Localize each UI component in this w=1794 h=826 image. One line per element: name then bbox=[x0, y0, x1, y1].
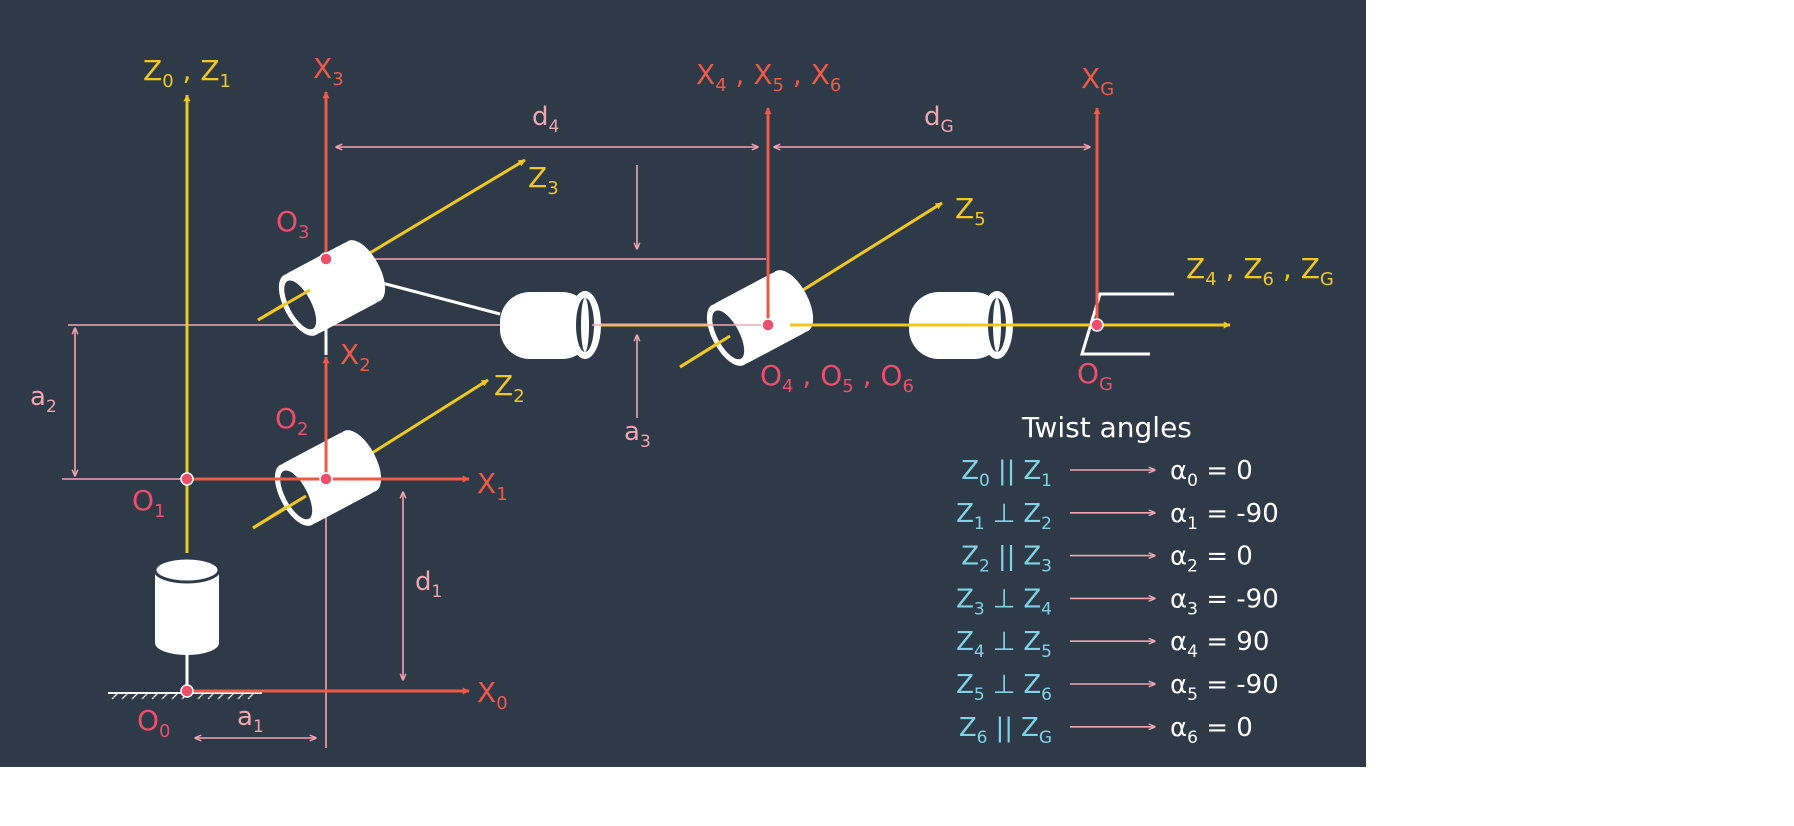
origin-point-o4-o5-o6 bbox=[762, 319, 774, 331]
origin-point-o1 bbox=[181, 473, 193, 485]
label-o1: $O_1$ bbox=[132, 484, 166, 522]
twist-row-alpha: $\alpha_2 = 0$ bbox=[1170, 541, 1253, 577]
label-z2: $Z_2$ bbox=[494, 369, 525, 407]
label-d4: $d_4$ bbox=[532, 102, 560, 137]
twist-row-alpha: $\alpha_6 = 0$ bbox=[1170, 712, 1253, 748]
label-a1: $a_1$ bbox=[237, 702, 264, 737]
joint-4 bbox=[500, 291, 601, 359]
label-o2: $O_2$ bbox=[275, 402, 309, 440]
twist-row-alpha: $\alpha_4 = 90$ bbox=[1170, 627, 1270, 663]
twist-row-relation: $Z_5$ ⊥ $Z_6$ bbox=[956, 670, 1052, 705]
label-og: $O_G$ bbox=[1077, 357, 1113, 395]
label-x0: $X_0$ bbox=[477, 676, 508, 714]
label-o0: $O_0$ bbox=[137, 704, 171, 742]
label-x3: $X_3$ bbox=[313, 52, 344, 90]
twist-row-relation: $Z_4$ ⊥ $Z_5$ bbox=[956, 627, 1052, 663]
label-z3: $Z_3$ bbox=[528, 161, 559, 199]
label-x4-x5-x6: $X_4$ , $X_5$ , $X_6$ bbox=[696, 58, 842, 96]
label-a2: $a_2$ bbox=[30, 382, 57, 417]
label-xg: $X_G$ bbox=[1081, 62, 1115, 100]
label-a3: $a_3$ bbox=[624, 417, 651, 452]
twist-row-relation: $Z_1$ ⊥ $Z_2$ bbox=[956, 498, 1052, 534]
origin-point-o2 bbox=[320, 473, 332, 485]
label-z0-z1: $Z_0$ , $Z_1$ bbox=[143, 54, 231, 92]
twist-row-relation: $Z_6$ || $Z_G$ bbox=[958, 712, 1052, 748]
twist-row-relation: $Z_3$ ⊥ $Z_4$ bbox=[956, 584, 1052, 620]
twist-row-relation: $Z_0$ || $Z_1$ bbox=[961, 456, 1052, 491]
label-x2: $X_2$ bbox=[340, 338, 371, 376]
twist-row-alpha: $\alpha_0 = 0$ bbox=[1170, 456, 1253, 491]
label-x1: $X_1$ bbox=[477, 467, 508, 505]
twist-row-relation: $Z_2$ || $Z_3$ bbox=[961, 541, 1052, 577]
base-joint bbox=[155, 558, 219, 655]
origin-point-o0 bbox=[181, 685, 193, 697]
origin-point-og bbox=[1091, 319, 1103, 331]
origin-point-o3 bbox=[320, 253, 332, 265]
label-z5: $Z_5$ bbox=[955, 192, 986, 230]
twist-row-alpha: $\alpha_5 = -90$ bbox=[1170, 670, 1279, 705]
label-d1: $d_1$ bbox=[415, 567, 443, 602]
label-o3: $O_3$ bbox=[276, 205, 310, 243]
label-o4-o5-o6: $O_4$ , $O_5$ , $O_6$ bbox=[760, 359, 914, 397]
label-z4-z6-zg: $Z_4$ , $Z_6$ , $Z_G$ bbox=[1186, 252, 1334, 290]
twist-row-alpha: $\alpha_1 = -90$ bbox=[1170, 498, 1279, 534]
label-dg: $d_G$ bbox=[924, 102, 954, 137]
twist-row-alpha: $\alpha_3 = -90$ bbox=[1170, 584, 1279, 620]
twist-angles-title: Twist angles bbox=[1022, 411, 1192, 444]
